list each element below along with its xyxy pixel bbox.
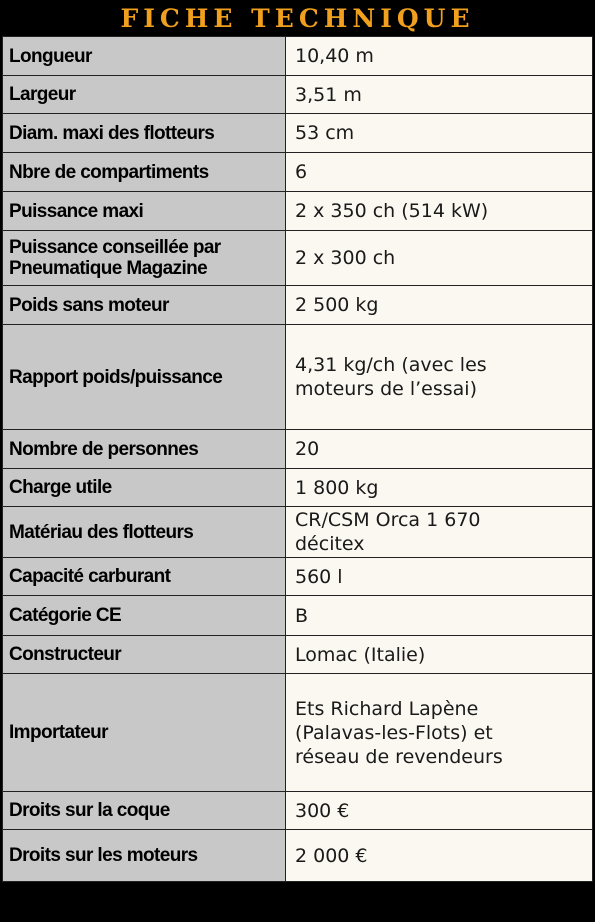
spec-row [3, 636, 593, 674]
spec-table-body [3, 37, 593, 882]
spec-value: 2 x 300 ch [286, 231, 593, 286]
spec-value: 1 800 kg [286, 469, 593, 507]
spec-value: 560 l [286, 558, 593, 596]
spec-row [3, 325, 593, 430]
spec-label: Diam. maxi des flotteurs [3, 114, 286, 153]
spec-label: Puissance maxi [3, 192, 286, 231]
spec-label: Charge utile [3, 469, 286, 507]
spec-label: Droits sur la coque [3, 792, 286, 830]
spec-label: Droits sur les moteurs [3, 830, 286, 882]
spec-label: Largeur [3, 76, 286, 114]
spec-row [3, 114, 593, 153]
spec-row [3, 430, 593, 469]
spec-label: Nbre de compartiments [3, 153, 286, 192]
spec-label: Capacité carburant [3, 558, 286, 596]
spec-label: Constructeur [3, 636, 286, 674]
spec-label: Importateur [3, 674, 286, 792]
spec-label: Puissance conseillée par Pneumatique Magazine [3, 231, 286, 286]
spec-row [3, 76, 593, 114]
spec-row [3, 286, 593, 325]
spec-row [3, 231, 593, 286]
spec-label: Longueur [3, 37, 286, 76]
spec-row [3, 192, 593, 231]
spec-value: 53 cm [286, 114, 593, 153]
spec-label: Rapport poids/puissance [3, 325, 286, 430]
spec-value: 6 [286, 153, 593, 192]
spec-value: 2 500 kg [286, 286, 593, 325]
spec-row [3, 830, 593, 882]
spec-value: 2 000 € [286, 830, 593, 882]
spec-table [2, 36, 593, 882]
spec-value: 300 € [286, 792, 593, 830]
spec-row [3, 37, 593, 76]
spec-value: Lomac (Italie) [286, 636, 593, 674]
spec-value: 2 x 350 ch (514 kW) [286, 192, 593, 231]
spec-label: Catégorie CE [3, 596, 286, 636]
spec-row [3, 792, 593, 830]
spec-label: Poids sans moteur [3, 286, 286, 325]
spec-row [3, 469, 593, 507]
sheet-title: FICHE TECHNIQUE [0, 0, 595, 36]
spec-label: Matériau des flotteurs [3, 507, 286, 558]
spec-value: 3,51 m [286, 76, 593, 114]
spec-value: 4,31 kg/ch (avec les moteurs de l’essai) [286, 325, 593, 430]
spec-row [3, 596, 593, 636]
spec-value: 10,40 m [286, 37, 593, 76]
spec-value: Ets Richard Lapène (Palavas-les-Flots) et réseau de revendeurs [286, 674, 593, 792]
spec-value: B [286, 596, 593, 636]
spec-value: CR/CSM Orca 1 670 décitex [286, 507, 593, 558]
spec-value: 20 [286, 430, 593, 469]
spec-row [3, 674, 593, 792]
spec-row [3, 507, 593, 558]
spec-row [3, 153, 593, 192]
spec-label: Nombre de personnes [3, 430, 286, 469]
spec-row [3, 558, 593, 596]
